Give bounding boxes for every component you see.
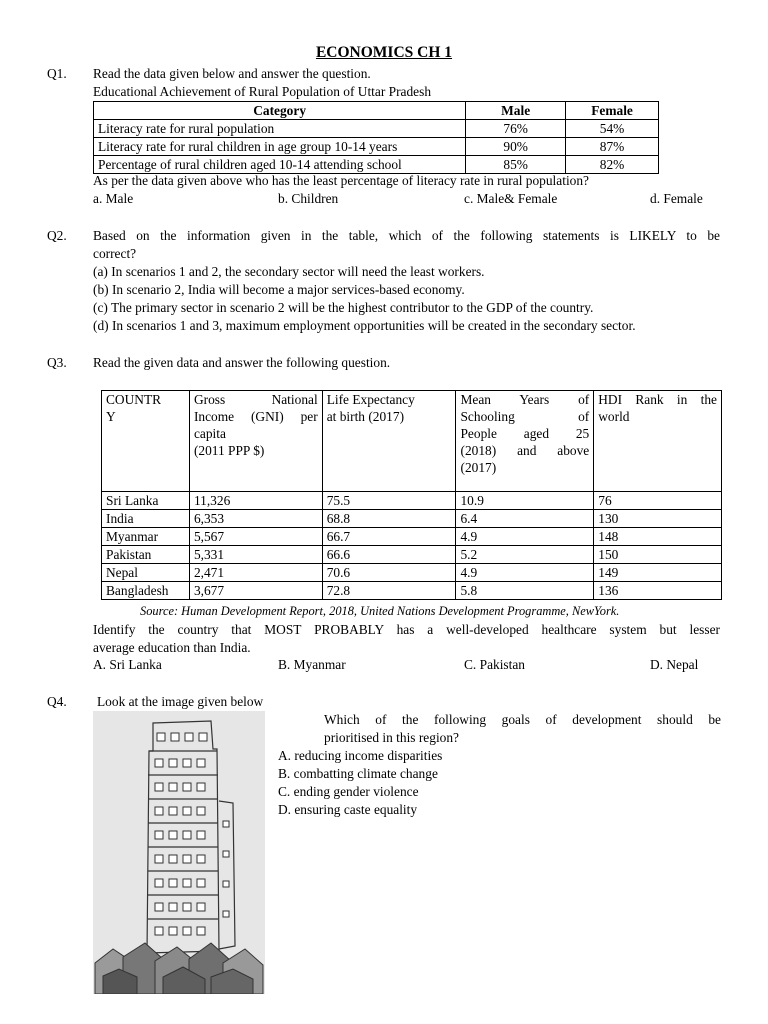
table-row [94, 138, 659, 156]
life-cell: 68.8 [322, 510, 456, 528]
q2-option-b: (b) In scenario 2, India will become a major services-based economy. [93, 282, 465, 297]
q1-option-b: b. Children [278, 191, 339, 206]
header-school-line: People aged 25 [460, 426, 590, 441]
female-cell: 54% [566, 120, 659, 138]
country-cell: Myanmar [102, 528, 190, 546]
q4-option-d: D. ensuring caste equality [278, 802, 418, 817]
school-cell: 6.4 [456, 510, 594, 528]
header-category: Category [94, 102, 466, 120]
header-life-expectancy [322, 391, 456, 492]
q2-question-line2: correct? [93, 246, 137, 261]
gni-cell: 11,326 [189, 492, 322, 510]
header-life-line: at birth (2017) [326, 409, 405, 424]
table-row [102, 528, 722, 546]
header-school-line: (2017) [460, 460, 497, 475]
table-header-row [94, 102, 659, 120]
school-cell: 4.9 [456, 528, 594, 546]
hdi-cell: 149 [594, 564, 722, 582]
header-life-line: Life Expectancy [326, 392, 415, 407]
q3-number: Q3. [47, 355, 67, 370]
school-cell: 10.9 [456, 492, 594, 510]
table-row [102, 510, 722, 528]
country-cell: Bangladesh [102, 582, 190, 600]
q2-number: Q2. [47, 228, 67, 243]
header-schooling [456, 391, 594, 492]
table-row [102, 492, 722, 510]
country-cell: Pakistan [102, 546, 190, 564]
q4-option-c: C. ending gender violence [278, 784, 419, 799]
q4-question-line2: prioritised in this region? [324, 730, 459, 745]
male-cell: 90% [466, 138, 566, 156]
header-male: Male [466, 102, 566, 120]
header-gni-line: capita [193, 426, 226, 441]
category-cell: Literacy rate for rural children in age group 10-14 years [94, 138, 466, 156]
q1-option-c: c. Male& Female [464, 191, 558, 206]
q3-option-d: D. Nepal [650, 657, 699, 672]
gni-cell: 3,677 [189, 582, 322, 600]
hdi-cell: 76 [594, 492, 722, 510]
header-gni-line: (2011 PPP $) [193, 443, 265, 458]
q3-question-line1: Identify the country that MOST PROBABLY has a well-developed healthcare system but lesser [93, 622, 720, 637]
gni-cell: 2,471 [189, 564, 322, 582]
q1-number: Q1. [47, 66, 67, 81]
q1-table-title: Educational Achievement of Rural Population of Uttar Pradesh [93, 84, 432, 99]
q3-option-b: B. Myanmar [278, 657, 346, 672]
school-cell: 5.8 [456, 582, 594, 600]
header-school-line: Schooling of [460, 409, 590, 424]
q2-option-d: (d) In scenarios 1 and 3, maximum employment opportunities will be created in the secondary sector. [93, 318, 636, 333]
category-cell: Literacy rate for rural population [94, 120, 466, 138]
q1-option-a: a. Male [93, 191, 134, 206]
q3-question-line2: average education than India. [93, 640, 251, 655]
header-gni [189, 391, 322, 492]
high-rise-drawing [93, 711, 265, 994]
gni-cell: 6,353 [189, 510, 322, 528]
life-cell: 66.6 [322, 546, 456, 564]
life-cell: 66.7 [322, 528, 456, 546]
q1-instruction: Read the data given below and answer the question. [93, 66, 371, 81]
q2-option-c: (c) The primary sector in scenario 2 will be the highest contributor to the GDP of the country. [93, 300, 594, 315]
country-cell: Nepal [102, 564, 190, 582]
q3-table [101, 390, 722, 600]
q1-table [93, 101, 659, 174]
country-cell: Sri Lanka [102, 492, 190, 510]
female-cell: 87% [566, 138, 659, 156]
q1-option-d: d. Female [650, 191, 703, 206]
q4-instruction: Look at the image given below [97, 694, 264, 709]
life-cell: 75.5 [322, 492, 456, 510]
header-hdi [594, 391, 722, 492]
page-title: ECONOMICS CH 1 [315, 44, 453, 61]
header-school-line: Mean Years of [460, 392, 590, 407]
male-cell: 76% [466, 120, 566, 138]
hdi-cell: 150 [594, 546, 722, 564]
q4-question-line1: Which of the following goals of development should be [324, 712, 721, 727]
table-row [102, 564, 722, 582]
hdi-cell: 136 [594, 582, 722, 600]
gni-cell: 5,331 [189, 546, 322, 564]
school-cell: 4.9 [456, 564, 594, 582]
header-country-line: COUNTR [106, 392, 162, 407]
table-row [102, 582, 722, 600]
life-cell: 70.6 [322, 564, 456, 582]
hdi-cell: 148 [594, 528, 722, 546]
school-cell: 5.2 [456, 546, 594, 564]
table-row [102, 546, 722, 564]
male-cell: 85% [466, 156, 566, 174]
q2-question-line1: Based on the information given in the table, which of the following statements is LIKELY to be [93, 228, 720, 243]
table-row [94, 156, 659, 174]
q1-question: As per the data given above who has the least percentage of literacy rate in rural population? [93, 173, 589, 188]
q3-instruction: Read the given data and answer the following question. [93, 355, 391, 370]
table-header-row [102, 391, 722, 492]
q4-number: Q4. [47, 694, 67, 709]
q4-option-a: A. reducing income disparities [278, 748, 443, 763]
header-hdi-line: HDI Rank in the [598, 392, 717, 407]
category-cell: Percentage of rural children aged 10-14 attending school [94, 156, 466, 174]
q2-option-a: (a) In scenarios 1 and 2, the secondary sector will need the least workers. [93, 264, 485, 279]
country-cell: India [102, 510, 190, 528]
female-cell: 82% [566, 156, 659, 174]
gni-cell: 5,567 [189, 528, 322, 546]
header-country [102, 391, 190, 492]
header-country-line: Y [106, 409, 116, 424]
hdi-cell: 130 [594, 510, 722, 528]
header-school-line: (2018) and above [460, 443, 590, 458]
high-rise-slum-image [93, 711, 265, 994]
q3-option-c: C. Pakistan [464, 657, 526, 672]
q3-source: Source: Human Development Report, 2018, United Nations Development Programme, NewYork. [140, 604, 620, 618]
life-cell: 72.8 [322, 582, 456, 600]
header-hdi-line: world [598, 409, 630, 424]
header-gni-line: Gross National [193, 392, 318, 407]
table-row [94, 120, 659, 138]
q3-option-a: A. Sri Lanka [93, 657, 162, 672]
header-gni-line: Income (GNI) per [193, 409, 318, 424]
header-female: Female [566, 102, 659, 120]
q4-option-b: B. combatting climate change [278, 766, 438, 781]
